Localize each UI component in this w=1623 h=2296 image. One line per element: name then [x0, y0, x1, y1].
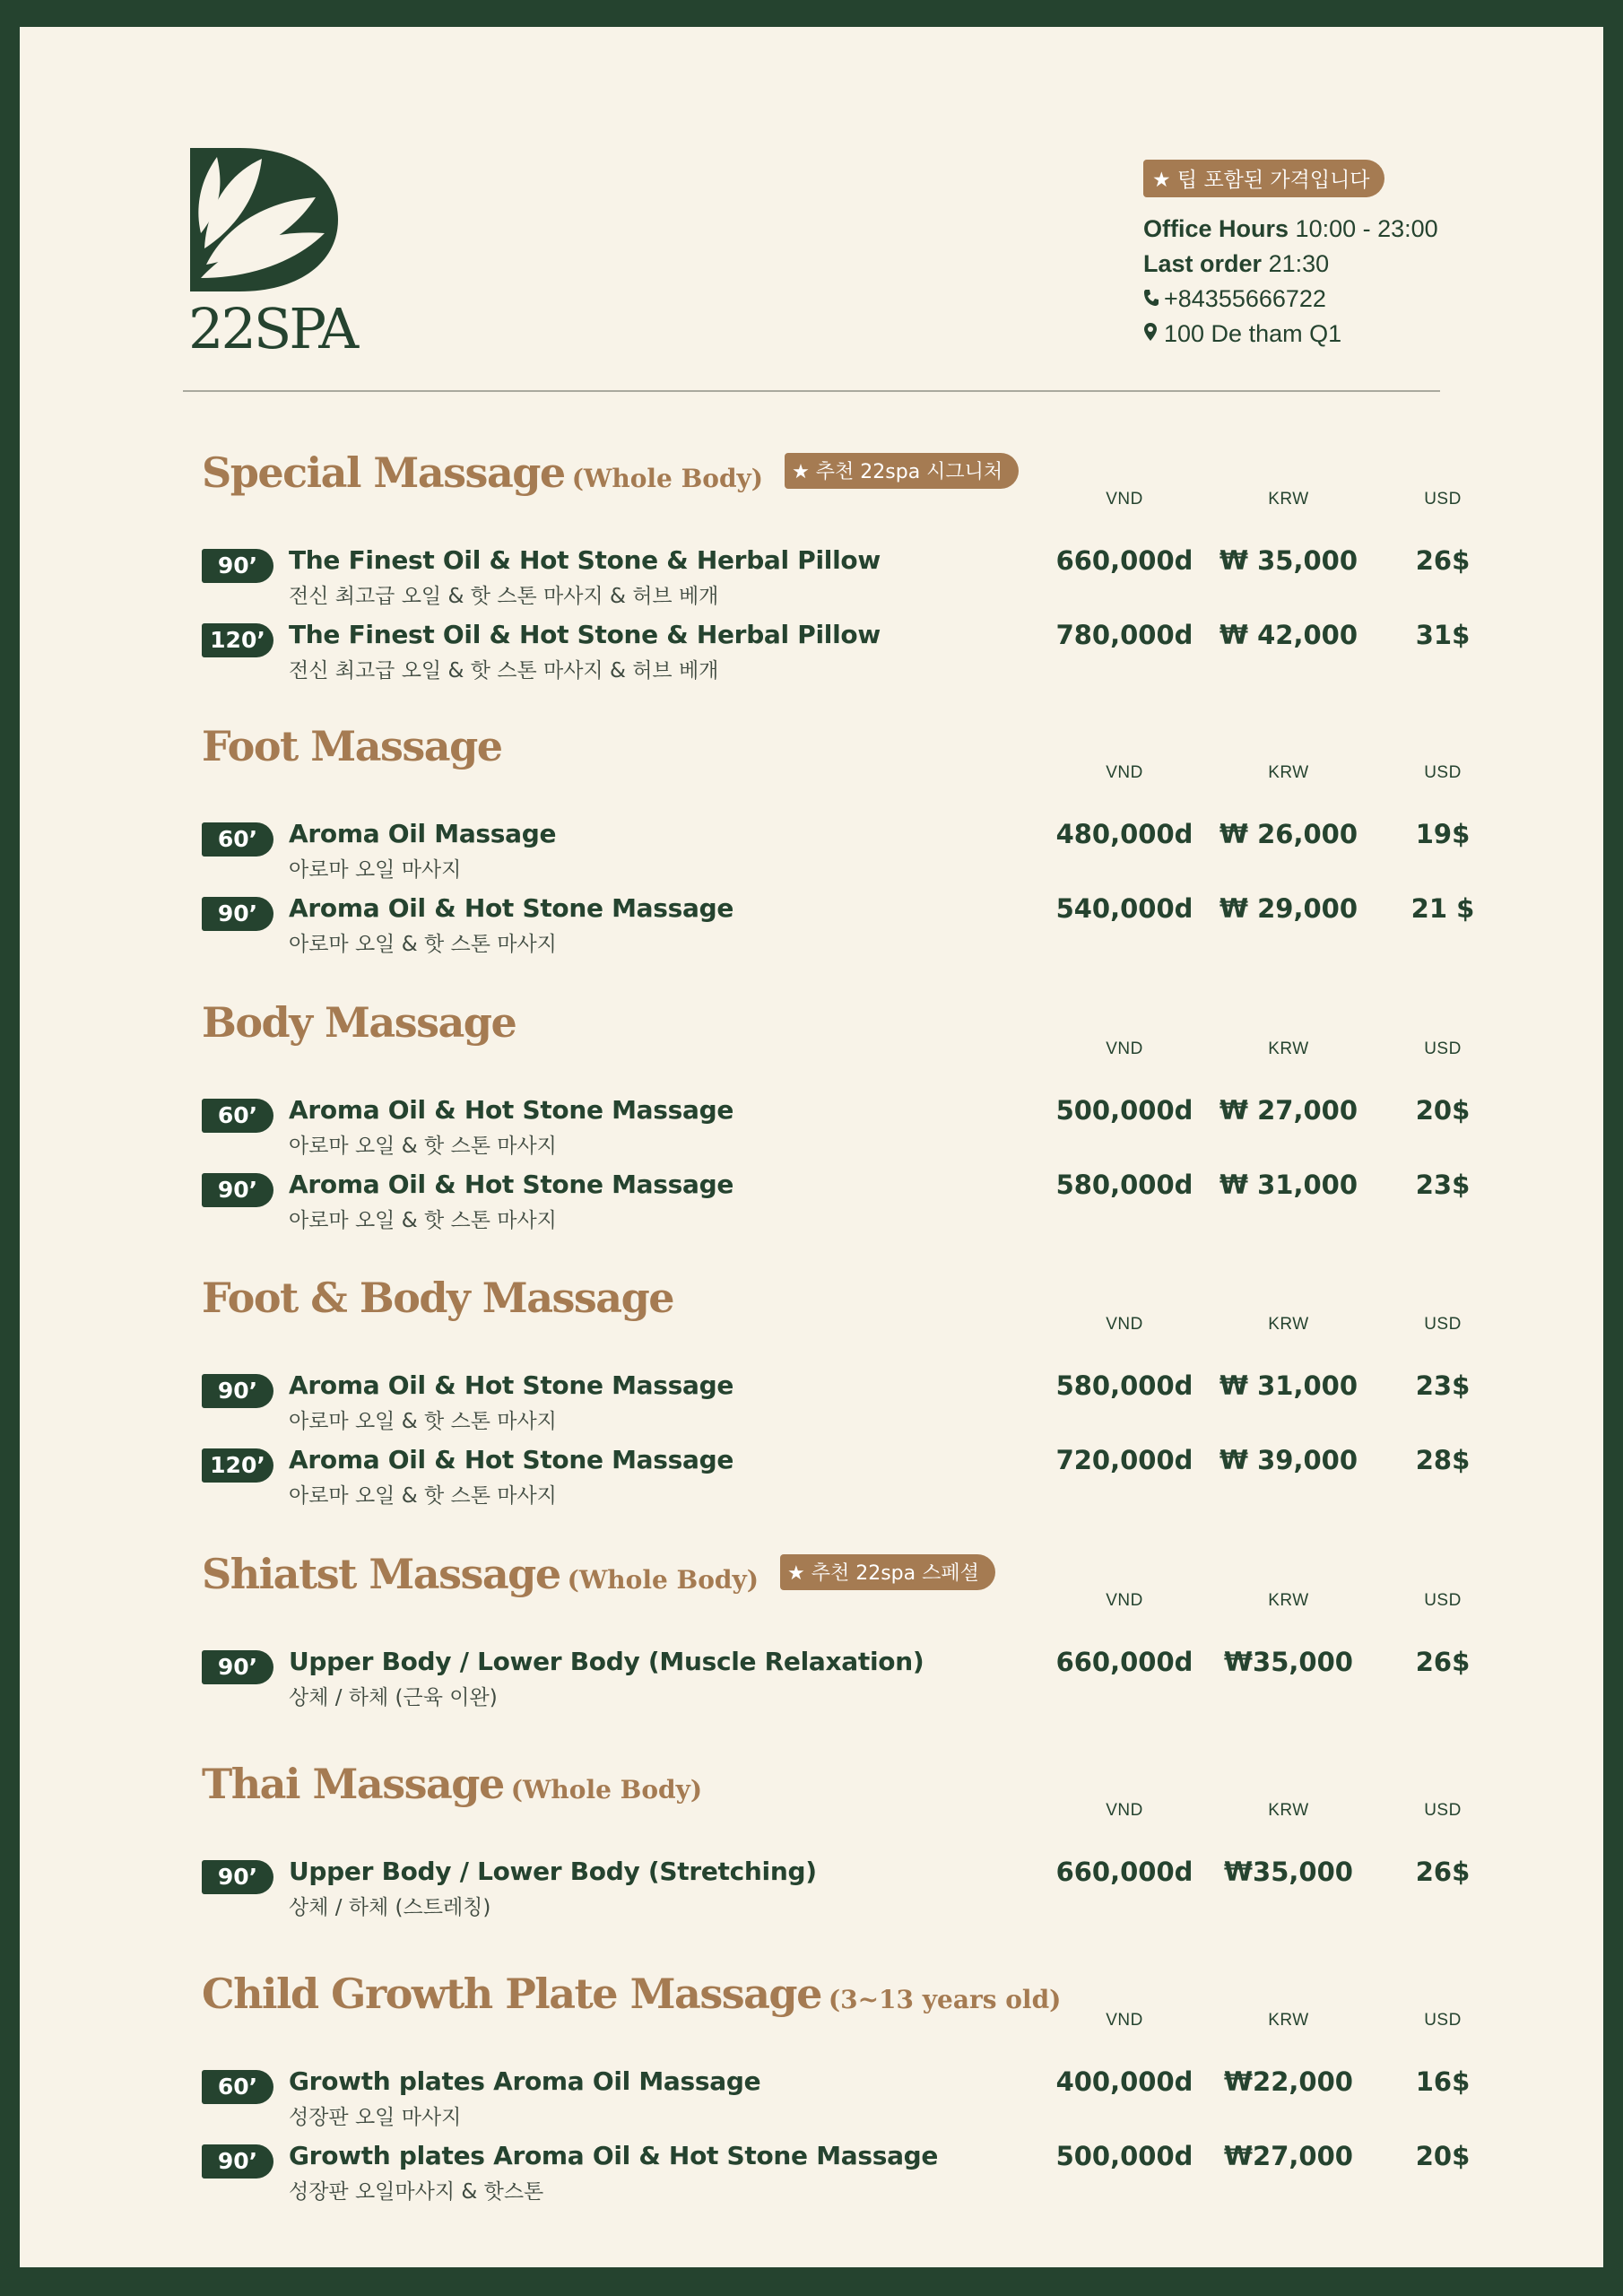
price-vnd: 500,000d [1055, 2141, 1193, 2171]
brand-name: 22SPA [188, 296, 357, 361]
menu-item [20, 1097, 1603, 1169]
section-subtitle: (3~13 years old) [828, 1985, 1062, 2014]
menu-item [20, 1171, 1603, 1243]
price-vnd: 780,000d [1055, 620, 1193, 650]
menu-item [20, 2068, 1603, 2140]
section-subtitle: (Whole Body) [571, 464, 764, 493]
section-title [202, 1970, 1061, 2018]
section-title [202, 448, 1019, 497]
item-korean-name: 아로마 오일 & 핫 스톤 마사지 [289, 1135, 557, 1158]
item-name: Aroma Oil & Hot Stone Massage [289, 1445, 734, 1474]
column-header-usd: USD [1424, 1801, 1462, 1820]
column-header-usd: USD [1424, 763, 1462, 782]
item-korean-name: 아로마 오일 & 핫 스톤 마사지 [289, 1484, 557, 1508]
section-subtitle: (Whole Body) [567, 1565, 759, 1595]
column-header-krw: KRW [1268, 1591, 1309, 1610]
item-name: Aroma Oil & Hot Stone Massage [289, 1370, 734, 1400]
section-title [202, 998, 516, 1047]
price-vnd: 400,000d [1055, 2066, 1193, 2097]
section-title-text: Body Massage [202, 998, 516, 1047]
section-title [202, 1760, 702, 1808]
item-korean-name: 전신 최고급 오일 & 핫 스톤 마사지 & 허브 베개 [289, 659, 719, 683]
column-header-vnd: VND [1106, 763, 1143, 782]
address[interactable] [1143, 317, 1520, 352]
duration-badge: 120’ [202, 623, 273, 657]
price-vnd: 660,000d [1055, 1857, 1193, 1887]
price-usd: 20$ [1415, 1095, 1471, 1126]
item-korean-name: 상체 / 하체 (스트레칭) [289, 1896, 491, 1919]
price-usd: 31$ [1415, 620, 1471, 650]
item-korean-name: 아로마 오일 마사지 [289, 858, 462, 882]
item-name: Growth plates Aroma Oil Massage [289, 2066, 761, 2096]
price-krw: ₩ 29,000 [1219, 893, 1358, 924]
price-vnd: 660,000d [1055, 545, 1193, 576]
info-block [1143, 160, 1520, 352]
section-title-text: Special Massage [202, 448, 565, 497]
price-usd: 16$ [1415, 2066, 1471, 2097]
item-name: Aroma Oil & Hot Stone Massage [289, 893, 734, 923]
duration-badge: 90’ [202, 2144, 273, 2179]
column-header-usd: USD [1424, 490, 1462, 509]
duration-badge: 90’ [202, 897, 273, 931]
duration-badge: 90’ [202, 1173, 273, 1207]
price-usd: 20$ [1415, 2141, 1471, 2171]
price-krw: ₩27,000 [1224, 2141, 1353, 2171]
office-hours-label: Office Hours [1143, 215, 1289, 242]
menu-item [20, 1648, 1603, 1720]
phone-icon [1143, 282, 1161, 317]
menu-item [20, 895, 1603, 967]
price-krw: ₩35,000 [1224, 1857, 1353, 1887]
price-krw: ₩ 31,000 [1219, 1170, 1358, 1200]
recommended-badge: ★ 추천 22spa 시그니처 [785, 453, 1019, 489]
column-header-usd: USD [1424, 1315, 1462, 1334]
price-usd: 26$ [1415, 1647, 1471, 1677]
duration-badge: 90’ [202, 1650, 273, 1684]
price-usd: 23$ [1415, 1170, 1471, 1200]
section-subtitle: (Whole Body) [510, 1775, 703, 1805]
item-name: The Finest Oil & Hot Stone & Herbal Pillow [289, 545, 881, 575]
price-vnd: 540,000d [1055, 893, 1193, 924]
section-title-text: Foot Massage [202, 722, 502, 770]
menu-item [20, 1447, 1603, 1518]
section-title-text: Foot & Body Massage [202, 1274, 674, 1322]
phone-number[interactable]: +84355666722 [1164, 285, 1326, 312]
menu-item [20, 1858, 1603, 1930]
price-usd: 26$ [1415, 1857, 1471, 1887]
menu-item [20, 622, 1603, 693]
column-header-krw: KRW [1268, 763, 1309, 782]
price-krw: ₩ 35,000 [1219, 545, 1358, 576]
item-name: Growth plates Aroma Oil & Hot Stone Massage [289, 2141, 939, 2170]
column-header-vnd: VND [1106, 1315, 1143, 1334]
column-header-krw: KRW [1268, 1801, 1309, 1820]
item-korean-name: 성장판 오일마사지 & 핫스톤 [289, 2180, 544, 2204]
menu-item [20, 2143, 1603, 2214]
duration-badge: 90’ [202, 549, 273, 583]
tip-included-badge: ★ 팁 포함된 가격입니다 [1143, 160, 1384, 197]
price-vnd: 480,000d [1055, 819, 1193, 849]
item-name: The Finest Oil & Hot Stone & Herbal Pillow [289, 620, 881, 649]
price-usd: 23$ [1415, 1370, 1471, 1401]
price-krw: ₩ 31,000 [1219, 1370, 1358, 1401]
column-header-vnd: VND [1106, 1039, 1143, 1058]
price-usd: 26$ [1415, 545, 1471, 576]
menu-item [20, 821, 1603, 892]
price-krw: ₩ 39,000 [1219, 1445, 1358, 1475]
price-vnd: 660,000d [1055, 1647, 1193, 1677]
section-title-text: Thai Massage [202, 1760, 504, 1808]
item-korean-name: 아로마 오일 & 핫 스톤 마사지 [289, 1410, 557, 1433]
last-order-label: Last order [1143, 250, 1263, 277]
section-title-text: Shiatst Massage [202, 1550, 560, 1598]
menu-item [20, 1372, 1603, 1444]
duration-badge: 90’ [202, 1374, 273, 1408]
menu-item [20, 547, 1603, 619]
phone[interactable] [1143, 282, 1520, 317]
section-title [202, 1550, 995, 1598]
item-korean-name: 전신 최고급 오일 & 핫 스톤 마사지 & 허브 베개 [289, 585, 719, 608]
office-hours [1143, 212, 1520, 247]
item-korean-name: 상체 / 하체 (근육 이완) [289, 1686, 498, 1709]
header-divider [183, 390, 1440, 392]
item-name: Aroma Oil Massage [289, 819, 557, 848]
column-header-vnd: VND [1106, 490, 1143, 509]
price-vnd: 720,000d [1055, 1445, 1193, 1475]
price-vnd: 500,000d [1055, 1095, 1193, 1126]
section-title-text: Child Growth Plate Massage [202, 1970, 821, 2018]
column-header-krw: KRW [1268, 1039, 1309, 1058]
item-name: Aroma Oil & Hot Stone Massage [289, 1170, 734, 1199]
column-header-krw: KRW [1268, 490, 1309, 509]
spa-logo [190, 148, 352, 291]
duration-badge: 60’ [202, 2070, 273, 2104]
office-hours-value: 10:00 - 23:00 [1295, 215, 1438, 242]
item-name: Aroma Oil & Hot Stone Massage [289, 1095, 734, 1125]
location-pin-icon [1143, 317, 1161, 352]
price-vnd: 580,000d [1055, 1170, 1193, 1200]
column-header-usd: USD [1424, 1039, 1462, 1058]
address-text[interactable]: 100 De tham Q1 [1164, 320, 1342, 347]
duration-badge: 60’ [202, 1099, 273, 1133]
duration-badge: 90’ [202, 1860, 273, 1894]
column-header-usd: USD [1424, 1591, 1462, 1610]
column-header-krw: KRW [1268, 2011, 1309, 2030]
price-krw: ₩35,000 [1224, 1647, 1353, 1677]
duration-badge: 120’ [202, 1448, 273, 1483]
section-title [202, 1274, 673, 1322]
menu-sheet [20, 27, 1603, 2267]
column-header-krw: KRW [1268, 1315, 1309, 1334]
leaf-d-logo-icon [190, 148, 343, 291]
recommended-badge: ★ 추천 22spa 스페셜 [780, 1554, 995, 1590]
column-header-vnd: VND [1106, 2011, 1143, 2030]
price-usd: 21 $ [1410, 893, 1475, 924]
item-name: Upper Body / Lower Body (Stretching) [289, 1857, 817, 1886]
price-krw: ₩ 26,000 [1219, 819, 1358, 849]
price-usd: 28$ [1415, 1445, 1471, 1475]
column-header-vnd: VND [1106, 1801, 1143, 1820]
column-header-vnd: VND [1106, 1591, 1143, 1610]
last-order-value: 21:30 [1268, 250, 1330, 277]
price-vnd: 580,000d [1055, 1370, 1193, 1401]
item-korean-name: 성장판 오일 마사지 [289, 2106, 462, 2129]
item-korean-name: 아로마 오일 & 핫 스톤 마사지 [289, 933, 557, 956]
item-korean-name: 아로마 오일 & 핫 스톤 마사지 [289, 1209, 557, 1232]
item-name: Upper Body / Lower Body (Muscle Relaxation) [289, 1647, 924, 1676]
price-krw: ₩ 42,000 [1219, 620, 1358, 650]
price-usd: 19$ [1415, 819, 1471, 849]
price-krw: ₩ 27,000 [1219, 1095, 1358, 1126]
column-header-usd: USD [1424, 2011, 1462, 2030]
duration-badge: 60’ [202, 822, 273, 857]
last-order [1143, 247, 1520, 282]
price-krw: ₩22,000 [1224, 2066, 1353, 2097]
section-title [202, 722, 502, 770]
